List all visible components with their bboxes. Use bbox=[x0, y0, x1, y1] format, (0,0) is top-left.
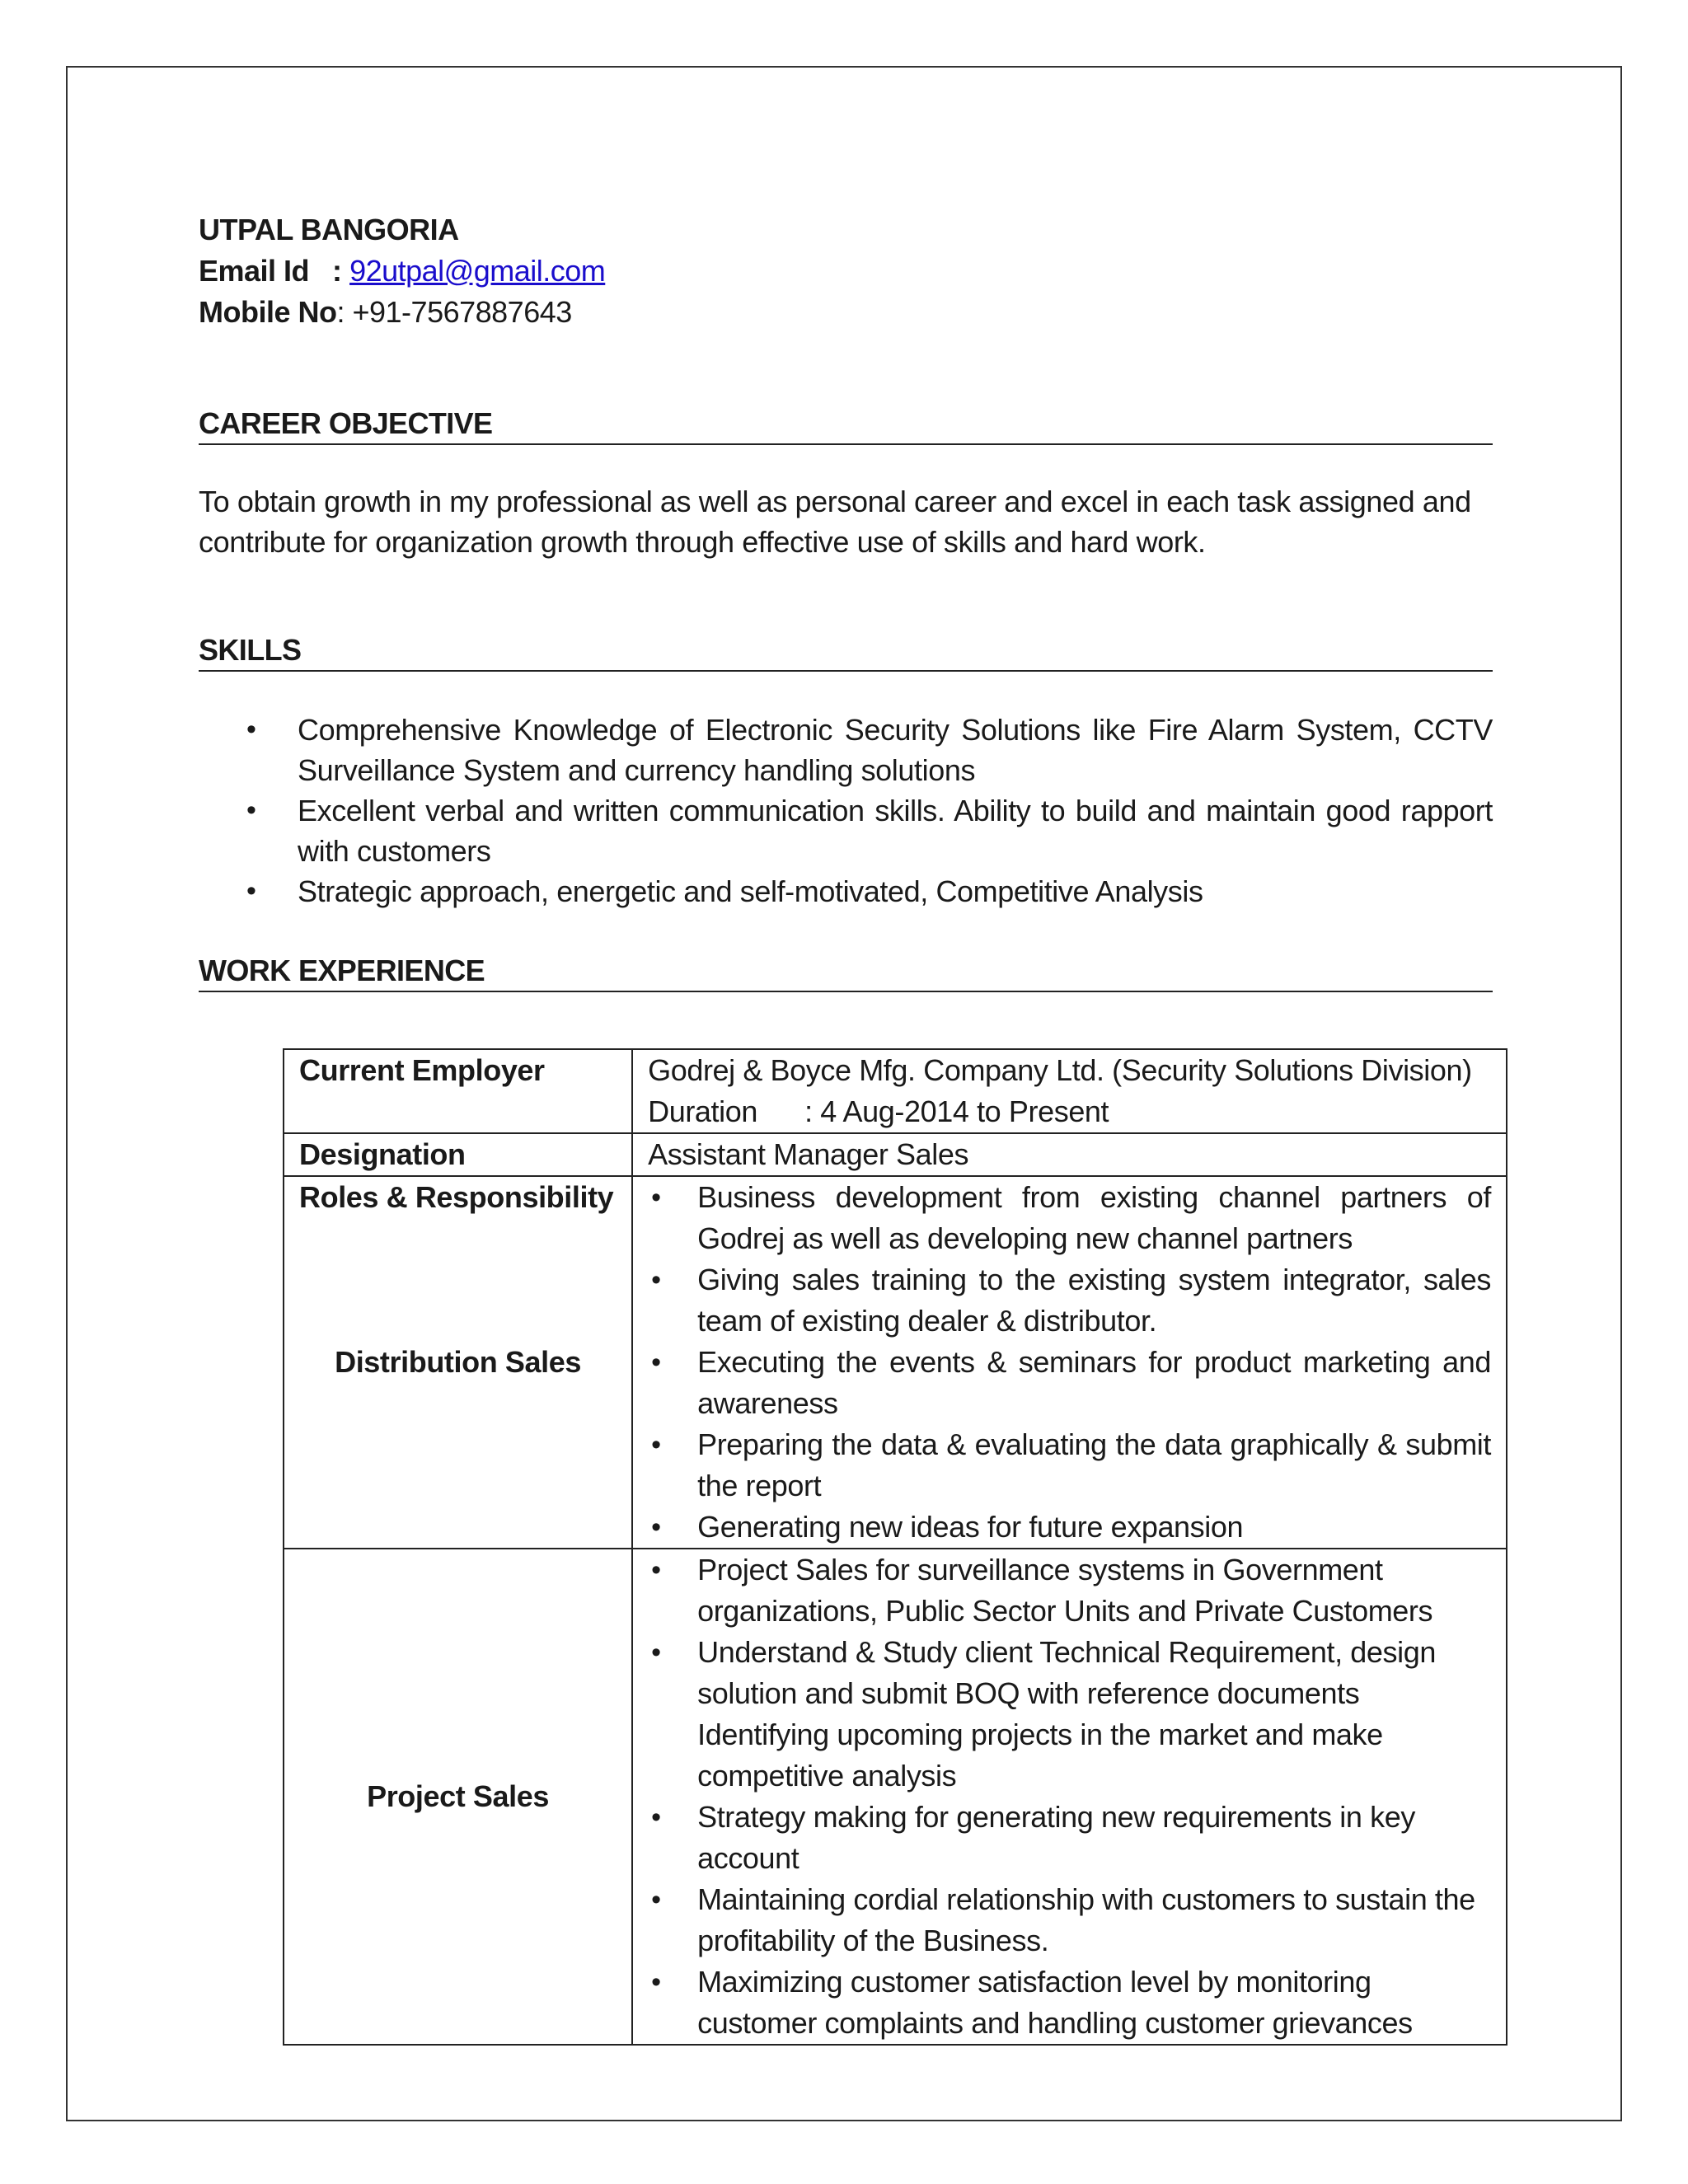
employer-cell bbox=[632, 1049, 1507, 1133]
skills-list bbox=[199, 710, 1493, 912]
mobile-label: Mobile No bbox=[199, 295, 337, 329]
resume-content bbox=[199, 209, 1493, 992]
list-item: • Understand & Study client Technical Requirement, design solution and submit BOQ with reference documents Identifying upcoming projects in the market and make competitive analysis bbox=[697, 1632, 1491, 1797]
mobile-line bbox=[199, 292, 1493, 333]
table-row bbox=[284, 1049, 1507, 1133]
list-item: • Business development from existing channel partners of Godrej as well as developing new channel partners bbox=[697, 1177, 1491, 1259]
roles-cell bbox=[284, 1176, 632, 1549]
distribution-sales-label: Distribution Sales bbox=[335, 1345, 581, 1379]
table-row bbox=[284, 1176, 1507, 1549]
career-objective-text: To obtain growth in my professional as well as personal career and excel in each task assigned and contribute for organization growth through effective use of skills and hard work. bbox=[199, 485, 1471, 559]
email-link[interactable]: 92utpal@gmail.com bbox=[349, 254, 606, 288]
skills-heading: SKILLS bbox=[199, 632, 1493, 672]
project-cell bbox=[632, 1549, 1507, 2045]
list-item: • Project Sales for surveillance systems in Government organizations, Public Sector Units and Private Customers bbox=[697, 1549, 1491, 1632]
table-row bbox=[284, 1549, 1507, 2045]
candidate-name: UTPAL BANGORIA bbox=[199, 213, 459, 246]
distribution-cell bbox=[632, 1176, 1507, 1549]
work-experience-heading: WORK EXPERIENCE bbox=[199, 953, 1493, 992]
work-experience-table bbox=[283, 1048, 1507, 2046]
duration-label: Duration bbox=[648, 1094, 757, 1128]
email-separator: : bbox=[332, 254, 342, 288]
list-item: • Preparing the data & evaluating the data graphically & submit the report bbox=[697, 1424, 1491, 1507]
designation-label: Designation bbox=[284, 1133, 632, 1176]
mobile-value: : +91-7567887643 bbox=[336, 295, 572, 329]
designation-value: Assistant Manager Sales bbox=[632, 1133, 1507, 1176]
email-label: Email Id bbox=[199, 254, 310, 288]
email-line bbox=[199, 251, 1493, 292]
list-item: • Giving sales training to the existing system integrator, sales team of existing dealer & distributor. bbox=[697, 1259, 1491, 1342]
list-item: • Maintaining cordial relationship with customers to sustain the profitability of the Business. bbox=[697, 1879, 1491, 1961]
roles-label: Roles & Responsibility bbox=[299, 1180, 614, 1214]
duration-line bbox=[648, 1091, 1491, 1132]
skill-item: • Excellent verbal and written communication skills. Ability to build and maintain good rapport with customers bbox=[298, 790, 1493, 871]
skill-item: • Comprehensive Knowledge of Electronic Security Solutions like Fire Alarm System, CCTV Surveillance System and currency handling solutions bbox=[298, 710, 1493, 790]
duration-value: : 4 Aug-2014 to Present bbox=[804, 1094, 1109, 1128]
project-list bbox=[648, 1549, 1491, 2044]
distribution-list bbox=[648, 1177, 1491, 1548]
list-item: • Generating new ideas for future expansion bbox=[697, 1507, 1491, 1548]
project-sales-label: Project Sales bbox=[367, 1779, 550, 1813]
table-row bbox=[284, 1133, 1507, 1176]
project-sales-cell bbox=[284, 1549, 632, 2045]
list-item: • Strategy making for generating new requirements in key account bbox=[697, 1797, 1491, 1879]
skill-item: • Strategic approach, energetic and self-motivated, Competitive Analysis bbox=[298, 871, 1493, 912]
career-objective-heading: CAREER OBJECTIVE bbox=[199, 405, 1493, 445]
list-item: • Executing the events & seminars for product marketing and awareness bbox=[697, 1342, 1491, 1424]
employer-label: Current Employer bbox=[284, 1049, 632, 1133]
list-item: • Maximizing customer satisfaction level by monitoring customer complaints and handling customer grievances bbox=[697, 1961, 1491, 2044]
employer-value: Godrej & Boyce Mfg. Company Ltd. (Security Solutions Division) bbox=[648, 1053, 1472, 1087]
